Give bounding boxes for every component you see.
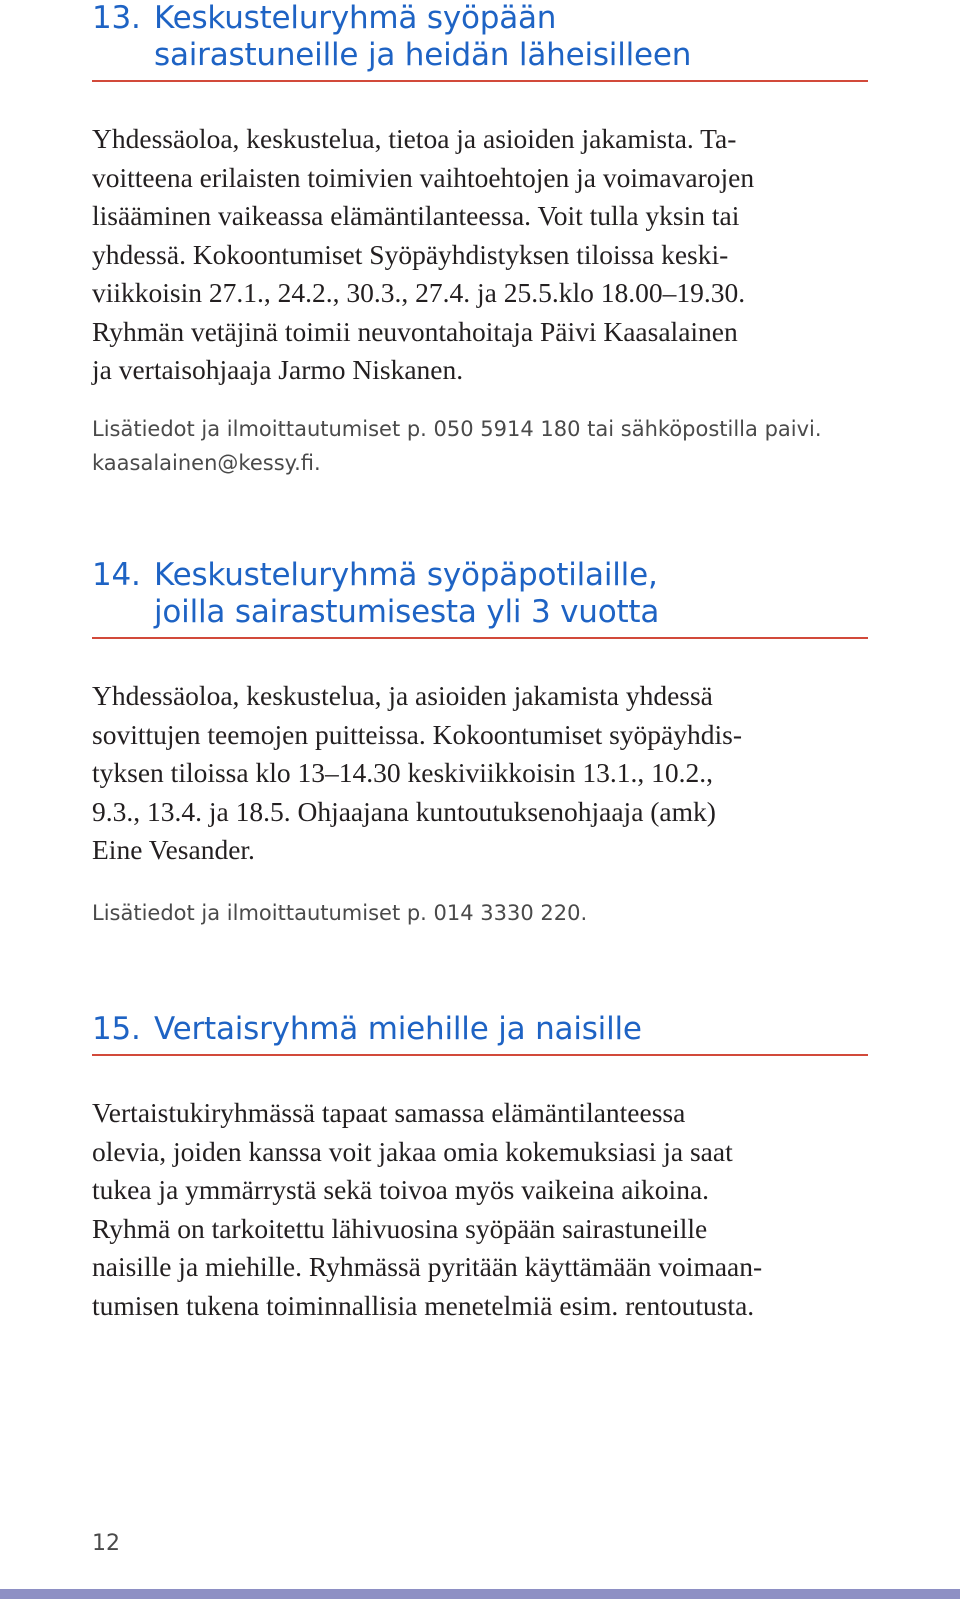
body-line: yhdessä. Kokoontumiset Syöpäyhdistyksen tiloissa keski- [92, 238, 729, 270]
body-line: voitteena erilaisten toimivien vaihtoehtojen ja voimavarojen [92, 161, 755, 193]
section-number: 14. [92, 557, 141, 593]
body-line: lisääminen vaikeassa elämäntilanteessa. Voit tulla yksin tai [92, 200, 740, 231]
info-line: kaasalainen@kessy.fi. [92, 450, 321, 475]
body-line: Yhdessäoloa, keskustelua, tietoa ja asioiden jakamista. Ta- [92, 123, 737, 154]
body-line: Ryhmän vetäjinä toimii neuvontahoitaja Päivi Kaasalainen [92, 315, 738, 347]
body-line: tumisen tukena toiminnallisia menetelmiä esim. rentoutusta. [92, 1289, 755, 1321]
section-title-line: joilla sairastumisesta yli 3 vuotta [154, 594, 660, 630]
section-number: 15. [92, 1011, 141, 1047]
body-line: Yhdessäoloa, keskustelua, ja asioiden jakamista yhdessä [92, 680, 713, 711]
body-line: tukea ja ymmärrystä sekä toivoa myös vaikeina aikoina. [92, 1174, 710, 1205]
page-number: 12 [92, 1531, 120, 1556]
section-number: 13. [92, 0, 141, 36]
section-15 [92, 1011, 868, 1325]
section-body [92, 120, 868, 390]
body-line: tyksen tiloissa klo 13–14.30 keskiviikkoisin 13.1., 10.2., [92, 757, 714, 788]
contact-info [92, 412, 868, 480]
section-14 [92, 557, 868, 930]
section-heading [92, 557, 868, 639]
section-body [92, 1094, 868, 1325]
body-line: viikkoisin 27.1., 24.2., 30.3., 27.4. ja 25.5.klo 18.00–19.30. [92, 277, 746, 308]
section-title-line: Keskusteluryhmä syöpäpotilaille, [154, 557, 658, 593]
section-title-line: Vertaisryhmä miehille ja naisille [154, 1011, 642, 1047]
section-body [92, 677, 868, 870]
body-line: naisille ja miehille. Ryhmässä pyritään käyttämään voimaan- [92, 1251, 763, 1282]
body-line: Vertaistukiryhmässä tapaat samassa elämäntilanteessa [92, 1097, 686, 1128]
info-line: Lisätiedot ja ilmoittautumiset p. 050 5914 180 tai sähköpostilla paivi. [92, 416, 822, 441]
section-heading [92, 0, 868, 82]
body-line: 9.3., 13.4. ja 18.5. Ohjaajana kuntoutuksenohjaaja (amk) [92, 795, 716, 827]
section-13 [92, 0, 868, 480]
section-title-line: Keskusteluryhmä syöpään [154, 0, 557, 36]
body-line: olevia, joiden kanssa voit jakaa omia kokemuksiasi ja saat [92, 1135, 733, 1167]
body-line: Eine Vesander. [92, 834, 255, 865]
section-heading [92, 1011, 868, 1056]
footer-bar [0, 1589, 960, 1599]
body-line: Ryhmä on tarkoitettu lähivuosina syöpään sairastuneille [92, 1212, 708, 1244]
contact-info [92, 896, 868, 930]
info-line: Lisätiedot ja ilmoittautumiset p. 014 3330 220. [92, 900, 588, 925]
body-line: sovittujen teemojen puitteissa. Kokoontumiset syöpäyhdis- [92, 718, 742, 750]
body-line: ja vertaisohjaaja Jarmo Niskanen. [92, 354, 464, 385]
section-title-line: sairastuneille ja heidän läheisilleen [154, 37, 692, 73]
